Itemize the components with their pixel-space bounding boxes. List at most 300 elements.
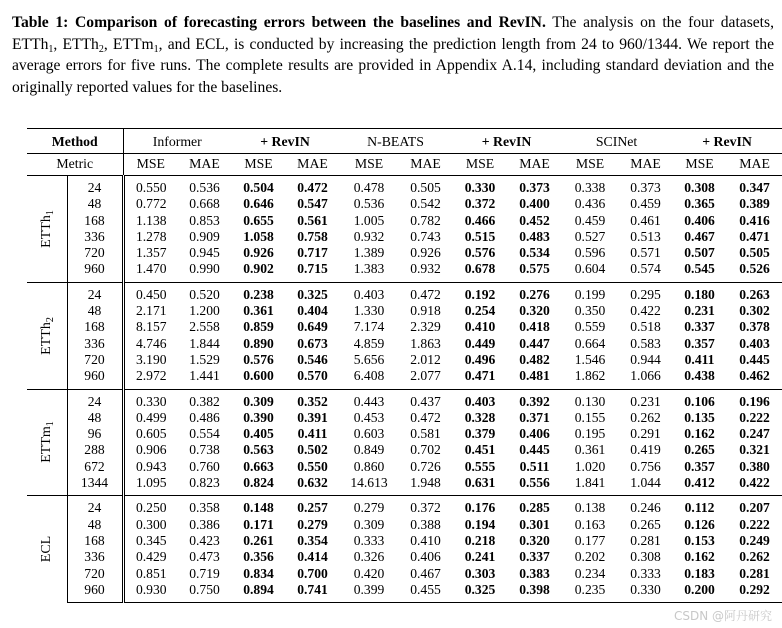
caption-text-c: , ETTm xyxy=(103,35,154,53)
metric-value: 0.772 xyxy=(135,196,167,212)
metric-value: 0.515 xyxy=(464,228,496,244)
metric-value: 0.200 xyxy=(672,582,727,603)
metric-value: 0.851 xyxy=(135,565,167,581)
metric-value: 0.550 xyxy=(123,176,178,197)
metric-value: 0.496 xyxy=(464,351,496,367)
metric-value: 0.520 xyxy=(178,282,231,303)
metric-value: 4.859 xyxy=(353,335,385,351)
model-header: + RevIN xyxy=(452,129,561,154)
metric-value: 0.574 xyxy=(630,261,661,277)
metric-value: 1.095 xyxy=(135,475,167,491)
dataset-label xyxy=(27,389,67,496)
metric-value: 0.596 xyxy=(574,245,606,261)
metric-value: 0.437 xyxy=(399,389,452,410)
metric-value: 0.429 xyxy=(135,549,167,565)
metric-value: 0.379 xyxy=(464,426,496,442)
metric-value: 2.972 xyxy=(135,368,167,384)
metric-value: 0.382 xyxy=(178,389,231,410)
prediction-length: 24 xyxy=(67,389,123,410)
metric-value: 0.673 xyxy=(297,335,328,351)
metric-label: MSE xyxy=(123,154,178,176)
metric-value: 0.423 xyxy=(189,532,220,548)
table-row xyxy=(27,319,782,335)
metric-value: 0.358 xyxy=(178,496,231,517)
metric-value: 0.333 xyxy=(353,532,385,548)
results-table xyxy=(27,128,782,603)
prediction-length: 336 xyxy=(67,549,123,565)
metric-value: 0.678 xyxy=(464,261,496,277)
metric-value: 0.513 xyxy=(630,228,661,244)
metric-value: 0.570 xyxy=(297,368,328,384)
table-row xyxy=(27,582,782,603)
metric-value: 0.700 xyxy=(297,565,328,581)
caption-sub-1: 1 xyxy=(48,43,54,55)
metric-value: 1.863 xyxy=(410,335,441,351)
metric-header: Metric xyxy=(27,154,123,176)
table-row xyxy=(27,229,782,245)
dataset-name: ETTh xyxy=(38,215,54,248)
metric-value: 0.162 xyxy=(684,549,715,565)
metric-value: 0.192 xyxy=(452,282,508,303)
metric-value: 1.020 xyxy=(574,458,606,474)
watermark: CSDN @阿丹研究 xyxy=(673,609,772,623)
metric-value: 0.412 xyxy=(684,475,715,491)
metric-value: 0.420 xyxy=(353,565,385,581)
metric-value: 2.012 xyxy=(410,351,441,367)
metric-value: 0.534 xyxy=(519,245,550,261)
metric-value: 0.320 xyxy=(519,303,550,319)
metric-value: 0.153 xyxy=(684,532,715,548)
dataset-label-text xyxy=(39,536,55,562)
metric-value: 0.383 xyxy=(519,565,550,581)
table-row xyxy=(27,282,782,303)
metric-value: 0.550 xyxy=(297,458,328,474)
method-header: Method xyxy=(27,129,123,154)
table-row xyxy=(27,426,782,442)
metric-value: 0.410 xyxy=(464,319,496,335)
metric-value: 0.860 xyxy=(353,458,385,474)
caption-sub-3: 1 xyxy=(153,43,159,55)
metric-value: 1.357 xyxy=(135,245,167,261)
metric-value: 0.411 xyxy=(297,426,328,442)
prediction-length: 48 xyxy=(67,303,123,319)
dataset-name: ECL xyxy=(38,536,54,563)
metric-value: 0.155 xyxy=(574,409,606,425)
prediction-length: 96 xyxy=(67,426,123,442)
metric-value: 0.261 xyxy=(243,532,274,548)
metric-value: 0.281 xyxy=(630,532,661,548)
metric-value: 0.302 xyxy=(739,303,770,319)
metric-value: 0.330 xyxy=(123,389,178,410)
metric-value: 0.890 xyxy=(243,335,274,351)
metric-value: 0.222 xyxy=(739,516,770,532)
metric-label: MSE xyxy=(672,154,727,176)
caption-label: Table 1: xyxy=(12,14,69,31)
metric-value: 0.416 xyxy=(739,212,770,228)
metric-value: 0.222 xyxy=(739,409,770,425)
metric-value: 0.357 xyxy=(684,335,715,351)
metric-value: 0.373 xyxy=(619,176,672,197)
metric-value: 0.246 xyxy=(619,496,672,517)
metric-value: 0.414 xyxy=(297,549,328,565)
metric-value: 0.163 xyxy=(574,516,606,532)
metric-value: 0.583 xyxy=(630,335,661,351)
metric-value: 0.112 xyxy=(672,496,727,517)
metric-value: 0.422 xyxy=(739,475,770,491)
metric-value: 0.325 xyxy=(286,282,339,303)
dataset-label xyxy=(27,176,67,283)
metric-value: 0.418 xyxy=(519,319,550,335)
model-header: N-BEATS xyxy=(339,129,452,154)
metric-value: 0.406 xyxy=(410,549,441,565)
metric-value: 1.005 xyxy=(353,212,385,228)
metric-value: 0.400 xyxy=(519,196,550,212)
metric-label: MAE xyxy=(508,154,561,176)
prediction-length: 960 xyxy=(67,368,123,389)
metric-value: 0.321 xyxy=(739,442,770,458)
metric-value: 0.371 xyxy=(519,409,550,425)
metric-value: 0.303 xyxy=(464,565,496,581)
dataset-label xyxy=(27,496,67,603)
metric-value: 0.472 xyxy=(286,176,339,197)
metric-value: 0.559 xyxy=(574,319,606,335)
metric-value: 0.388 xyxy=(410,516,441,532)
metric-value: 0.378 xyxy=(739,319,770,335)
metric-value: 0.406 xyxy=(684,212,715,228)
metric-value: 0.392 xyxy=(508,389,561,410)
metric-value: 0.241 xyxy=(464,549,496,565)
metric-value: 0.505 xyxy=(399,176,452,197)
prediction-length: 24 xyxy=(67,282,123,303)
metric-label: MAE xyxy=(727,154,782,176)
metric-value: 0.231 xyxy=(619,389,672,410)
metric-value: 2.329 xyxy=(410,319,441,335)
metric-value: 0.350 xyxy=(574,303,606,319)
prediction-length: 720 xyxy=(67,245,123,261)
metric-value: 1.058 xyxy=(243,228,274,244)
metric-value: 0.250 xyxy=(123,496,178,517)
metric-value: 0.404 xyxy=(297,303,328,319)
metric-value: 0.292 xyxy=(727,582,782,603)
table-row xyxy=(27,368,782,389)
metric-value: 0.357 xyxy=(684,458,715,474)
metric-value: 1.278 xyxy=(135,228,167,244)
metric-value: 0.262 xyxy=(739,549,770,565)
metric-value: 0.451 xyxy=(464,442,496,458)
metric-value: 0.853 xyxy=(189,212,220,228)
metric-value: 0.285 xyxy=(508,496,561,517)
metric-value: 8.157 xyxy=(135,319,167,335)
metric-value: 0.824 xyxy=(243,475,274,491)
metric-value: 0.347 xyxy=(727,176,782,197)
metric-value: 0.631 xyxy=(464,475,496,491)
metric-value: 1.841 xyxy=(574,475,606,491)
metric-label: MAE xyxy=(399,154,452,176)
table-row xyxy=(27,533,782,549)
metric-value: 1.200 xyxy=(189,303,220,319)
metric-value: 0.422 xyxy=(630,303,661,319)
metric-value: 0.849 xyxy=(353,442,385,458)
metric-value: 0.575 xyxy=(519,261,550,277)
metric-value: 0.452 xyxy=(519,212,550,228)
metric-value: 0.326 xyxy=(353,549,385,565)
table-row xyxy=(27,459,782,475)
table-row xyxy=(27,352,782,368)
metric-value: 0.526 xyxy=(739,261,770,277)
prediction-length: 48 xyxy=(67,196,123,212)
metric-value: 0.932 xyxy=(353,228,385,244)
metric-value: 0.403 xyxy=(739,335,770,351)
table-row xyxy=(27,517,782,533)
caption-sub-2: 2 xyxy=(98,43,104,55)
metric-value: 0.356 xyxy=(243,549,274,565)
table-row xyxy=(27,549,782,565)
metric-value: 0.581 xyxy=(410,426,441,442)
metric-value: 0.328 xyxy=(464,409,496,425)
metric-value: 0.646 xyxy=(243,196,274,212)
metric-value: 0.308 xyxy=(672,176,727,197)
metric-value: 1.441 xyxy=(189,368,220,384)
metric-value: 0.518 xyxy=(630,319,661,335)
metric-label: MSE xyxy=(561,154,619,176)
metric-value: 0.389 xyxy=(739,196,770,212)
metric-value: 0.391 xyxy=(297,409,328,425)
metric-value: 0.390 xyxy=(243,409,274,425)
metric-value: 0.930 xyxy=(123,582,178,603)
metric-value: 1.389 xyxy=(353,245,385,261)
metric-value: 0.945 xyxy=(189,245,220,261)
metric-value: 0.195 xyxy=(574,426,606,442)
metric-value: 1.948 xyxy=(410,475,441,491)
metric-value: 1.862 xyxy=(574,368,606,384)
metric-value: 0.462 xyxy=(739,368,770,384)
metric-value: 0.106 xyxy=(672,389,727,410)
table-row xyxy=(27,336,782,352)
metric-value: 0.162 xyxy=(684,426,715,442)
metric-value: 0.546 xyxy=(297,351,328,367)
metric-value: 0.478 xyxy=(339,176,399,197)
metric-value: 0.406 xyxy=(519,426,550,442)
model-header: SCINet xyxy=(561,129,672,154)
metric-value: 0.291 xyxy=(630,426,661,442)
metric-value: 0.445 xyxy=(519,442,550,458)
table-caption xyxy=(12,12,774,98)
metric-value: 0.926 xyxy=(243,245,274,261)
metric-value: 0.902 xyxy=(243,261,274,277)
metric-value: 0.461 xyxy=(630,212,661,228)
metric-value: 0.605 xyxy=(135,426,167,442)
metric-value: 0.743 xyxy=(410,228,441,244)
metric-value: 0.664 xyxy=(574,335,606,351)
metric-value: 0.563 xyxy=(243,442,274,458)
metric-value: 0.309 xyxy=(231,389,286,410)
model-header: + RevIN xyxy=(672,129,782,154)
metric-value: 1.383 xyxy=(353,261,385,277)
metric-value: 0.265 xyxy=(684,442,715,458)
metric-value: 0.504 xyxy=(231,176,286,197)
metric-value: 0.130 xyxy=(561,389,619,410)
metric-value: 0.207 xyxy=(727,496,782,517)
metric-value: 0.918 xyxy=(410,303,441,319)
metric-value: 0.202 xyxy=(574,549,606,565)
metric-value: 4.746 xyxy=(135,335,167,351)
metric-value: 0.536 xyxy=(353,196,385,212)
metric-value: 1.546 xyxy=(574,351,606,367)
metric-value: 6.408 xyxy=(353,368,385,384)
metric-value: 0.823 xyxy=(189,475,220,491)
table-row xyxy=(27,410,782,426)
metric-value: 0.295 xyxy=(619,282,672,303)
metric-value: 0.507 xyxy=(684,245,715,261)
prediction-length: 168 xyxy=(67,213,123,229)
metric-value: 0.499 xyxy=(135,409,167,425)
metric-value: 0.750 xyxy=(178,582,231,603)
metric-value: 0.741 xyxy=(286,582,339,603)
metric-value: 0.180 xyxy=(672,282,727,303)
metric-value: 0.909 xyxy=(189,228,220,244)
table-row xyxy=(27,303,782,319)
metric-value: 0.600 xyxy=(243,368,274,384)
dataset-label-text xyxy=(39,210,55,248)
metric-label: MSE xyxy=(452,154,508,176)
metric-value: 0.719 xyxy=(189,565,220,581)
metric-value: 0.410 xyxy=(410,532,441,548)
metric-header-row xyxy=(27,154,782,176)
metric-value: 0.547 xyxy=(297,196,328,212)
caption-title: Comparison of forecasting errors between the baselines and RevIN. xyxy=(75,14,546,31)
metric-value: 0.502 xyxy=(297,442,328,458)
metric-label: MAE xyxy=(178,154,231,176)
prediction-length: 48 xyxy=(67,517,123,533)
metric-value: 0.926 xyxy=(410,245,441,261)
metric-value: 0.486 xyxy=(189,409,220,425)
metric-value: 7.174 xyxy=(353,319,385,335)
metric-value: 0.505 xyxy=(739,245,770,261)
prediction-length: 24 xyxy=(67,496,123,517)
prediction-length: 288 xyxy=(67,442,123,458)
metric-value: 0.649 xyxy=(297,319,328,335)
metric-value: 0.138 xyxy=(561,496,619,517)
prediction-length: 720 xyxy=(67,566,123,582)
prediction-length: 960 xyxy=(67,582,123,603)
metric-value: 3.190 xyxy=(135,351,167,367)
metric-value: 0.511 xyxy=(519,458,550,474)
metric-value: 0.405 xyxy=(243,426,274,442)
metric-value: 0.399 xyxy=(339,582,399,603)
metric-value: 0.330 xyxy=(619,582,672,603)
metric-value: 0.337 xyxy=(684,319,715,335)
metric-value: 0.655 xyxy=(243,212,274,228)
metric-value: 0.556 xyxy=(519,475,550,491)
metric-value: 0.263 xyxy=(727,282,782,303)
metric-value: 0.471 xyxy=(739,228,770,244)
dataset-label-text xyxy=(39,422,55,464)
metric-label: MAE xyxy=(619,154,672,176)
metric-value: 0.365 xyxy=(684,196,715,212)
table-row xyxy=(27,389,782,410)
metric-label: MAE xyxy=(286,154,339,176)
metric-value: 0.715 xyxy=(297,261,328,277)
metric-value: 0.309 xyxy=(353,516,385,532)
metric-value: 0.177 xyxy=(574,532,606,548)
prediction-length: 168 xyxy=(67,319,123,335)
caption-text-d: , and ECL, is conducted by increasing the prediction length from 24 to 960/1344. We report the average errors for five runs. The complete results are provided in Appendix A.14, including standard deviation and the originally reported values for the baselines. xyxy=(12,35,775,96)
metric-value: 0.483 xyxy=(519,228,550,244)
metric-value: 0.571 xyxy=(630,245,661,261)
metric-value: 0.403 xyxy=(452,389,508,410)
metric-value: 0.372 xyxy=(464,196,496,212)
model-header-row xyxy=(27,129,782,154)
metric-value: 0.361 xyxy=(574,442,606,458)
metric-value: 0.449 xyxy=(464,335,496,351)
metric-value: 0.380 xyxy=(739,458,770,474)
prediction-length: 168 xyxy=(67,533,123,549)
metric-value: 0.276 xyxy=(508,282,561,303)
dataset-label xyxy=(27,282,67,389)
metric-value: 0.545 xyxy=(684,261,715,277)
metric-value: 0.338 xyxy=(561,176,619,197)
metric-value: 0.466 xyxy=(464,212,496,228)
metric-value: 0.554 xyxy=(189,426,220,442)
metric-value: 2.558 xyxy=(189,319,220,335)
metric-value: 0.603 xyxy=(353,426,385,442)
metric-value: 0.702 xyxy=(410,442,441,458)
metric-label: MSE xyxy=(231,154,286,176)
table-row xyxy=(27,566,782,582)
metric-value: 0.372 xyxy=(399,496,452,517)
metric-value: 0.320 xyxy=(519,532,550,548)
dataset-label-text xyxy=(39,317,55,355)
dataset-name: ETTh xyxy=(38,321,54,355)
metric-value: 1.138 xyxy=(135,212,167,228)
metric-value: 0.333 xyxy=(630,565,661,581)
prediction-length: 336 xyxy=(67,229,123,245)
metric-value: 0.756 xyxy=(630,458,661,474)
table-row xyxy=(27,496,782,517)
metric-value: 0.279 xyxy=(297,516,328,532)
table-row xyxy=(27,475,782,496)
metric-value: 0.330 xyxy=(452,176,508,197)
metric-value: 0.447 xyxy=(519,335,550,351)
metric-value: 0.238 xyxy=(231,282,286,303)
metric-value: 0.473 xyxy=(189,549,220,565)
table-row xyxy=(27,196,782,212)
metric-value: 0.411 xyxy=(684,351,715,367)
metric-value: 0.472 xyxy=(399,282,452,303)
metric-value: 5.656 xyxy=(353,351,385,367)
metric-value: 0.482 xyxy=(519,351,550,367)
table-row xyxy=(27,245,782,261)
metric-value: 0.471 xyxy=(464,368,496,384)
metric-value: 0.436 xyxy=(574,196,606,212)
metric-value: 0.254 xyxy=(464,303,496,319)
metric-value: 0.257 xyxy=(286,496,339,517)
prediction-length: 1344 xyxy=(67,475,123,496)
metric-value: 0.135 xyxy=(684,409,715,425)
metric-value: 0.234 xyxy=(574,565,606,581)
metric-value: 0.194 xyxy=(464,516,496,532)
metric-value: 0.281 xyxy=(739,565,770,581)
metric-value: 0.459 xyxy=(630,196,661,212)
dataset-subscript: 2 xyxy=(44,316,56,322)
metric-value: 1.066 xyxy=(630,368,661,384)
metric-value: 0.536 xyxy=(178,176,231,197)
metric-value: 0.542 xyxy=(410,196,441,212)
metric-value: 0.386 xyxy=(189,516,220,532)
caption-text-a: The analysis on the four datasets, ETTh xyxy=(12,14,774,53)
metric-value: 0.555 xyxy=(464,458,496,474)
metric-value: 0.576 xyxy=(464,245,496,261)
